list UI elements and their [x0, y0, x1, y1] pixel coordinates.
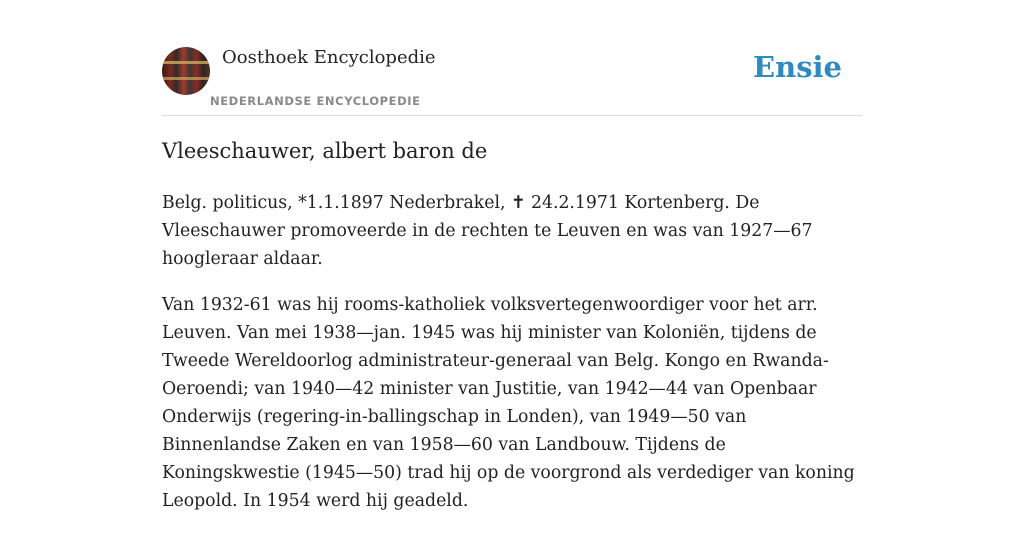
site-title[interactable]: Oosthoek Encyclopedie: [222, 47, 436, 68]
encyclopedia-avatar-icon[interactable]: [162, 47, 210, 95]
site-header: [162, 46, 862, 116]
article-paragraph-2: Van 1932-61 was hij rooms-katholiek volksvertegenwoordiger voor het arr. Leuven. Van mei 1938—jan. 1945 was hij minister van Koloniën, tijdens de Tweede Wereldoorlog administrateur-generaal van Belg. Kongo en Rwanda-Oeroendi; van 1940—42 minister van Justitie, van 1942—44 van Openbaar Onderwijs (regering-in-ballingschap in Londen), van 1949—50 van Binnenlandse Zaken en van 1958—60 van Landbouw. Tijdens de Koningskwestie (1945—50) trad hij op de voorgrond als verdediger van koning Leopold. In 1954 werd hij geadeld.: [162, 295, 855, 511]
header-divider: [162, 115, 862, 116]
site-subtitle: NEDERLANDSE ENCYCLOPEDIE: [210, 94, 421, 108]
article: [162, 139, 862, 533]
article-paragraph-1: Belg. politicus, *1.1.1897 Nederbrakel, ✝ 24.2.1971 Kortenberg. De Vleeschauwer promoveerde in de rechten te Leuven en was van 1927—67 hoogleraar aldaar.: [162, 193, 813, 269]
article-title: Vleeschauwer, albert baron de: [162, 139, 488, 163]
ensie-logo-link[interactable]: Ensie: [753, 50, 842, 84]
